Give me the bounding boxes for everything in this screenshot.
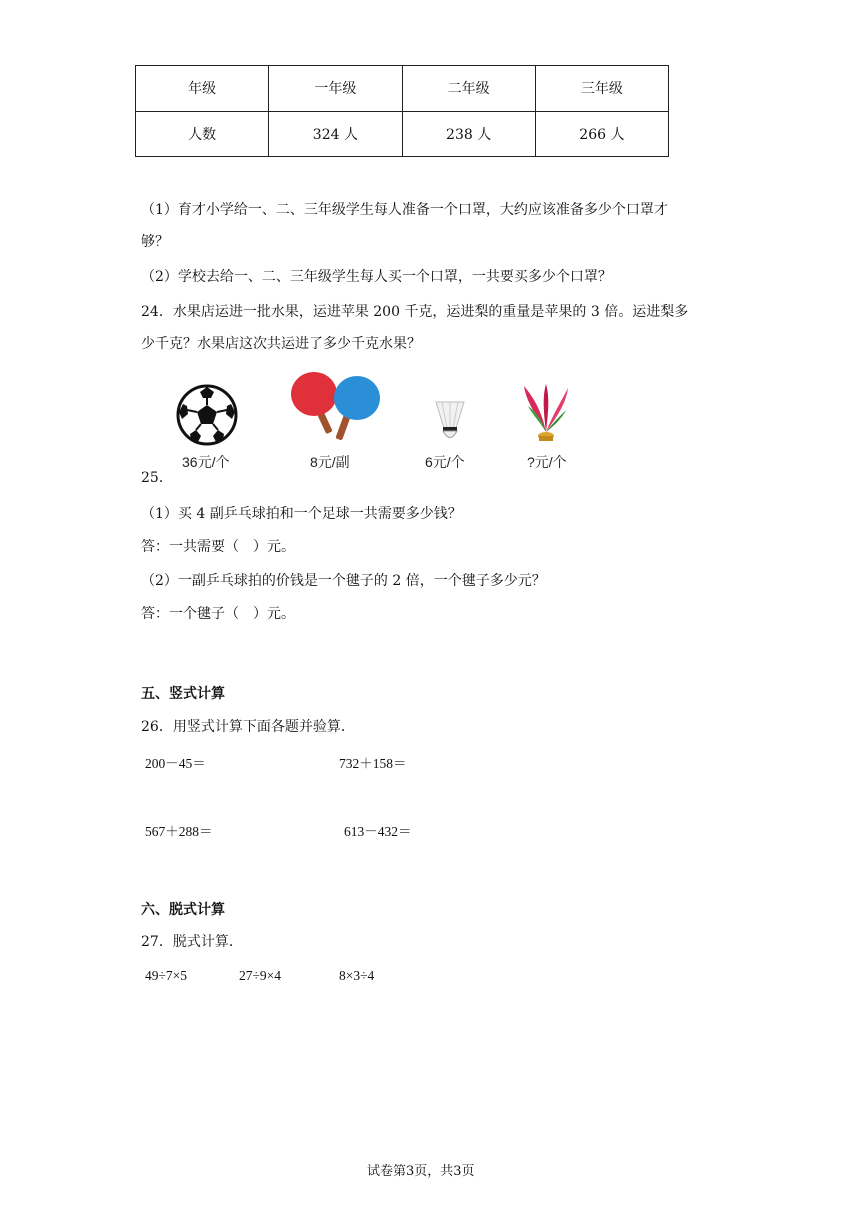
- table-cell: 三年级: [535, 66, 668, 112]
- q27-prompt: 27．脱式计算．: [141, 934, 243, 950]
- q25-answer1: 答：一共需要（ ）元。: [141, 539, 295, 555]
- q26-expr-2: 732＋158＝: [339, 756, 407, 771]
- q27-expr-1: 49÷7×5: [145, 968, 188, 983]
- q26-prompt: 26．用竖式计算下面各题并验算．: [141, 719, 355, 735]
- q25-part2: （2）一副乒乓球拍的价钱是一个毽子的 2 倍，一个毽子多少元？: [141, 573, 546, 589]
- q23-part1-line2: 够？: [141, 234, 169, 250]
- q24-line1: 24．水果店运进一批水果，运进苹果 200 千克，运进梨的重量是苹果的 3 倍。运进梨多: [141, 304, 689, 320]
- ping-pong-paddles-icon: [290, 370, 382, 446]
- section-6-title: 六、脱式计算: [141, 902, 225, 918]
- table-cell: 324 人: [269, 111, 402, 157]
- table-cell: 二年级: [402, 66, 535, 112]
- jianzi-price: ?元/个: [527, 454, 567, 470]
- grade-table: [135, 65, 669, 157]
- ping-pong-price: 8元/副: [310, 454, 350, 470]
- table-header-row: [136, 66, 669, 112]
- page-footer: 试卷第3页，共3页: [367, 1164, 475, 1179]
- table-cell: 一年级: [269, 66, 402, 112]
- q25-number: 25．: [141, 470, 173, 486]
- q26-expr-1: 200－45＝: [145, 756, 206, 771]
- q25-answer2: 答：一个毽子（ ）元。: [141, 606, 295, 622]
- shuttlecock-icon: [430, 398, 470, 446]
- table-cell: 266 人: [535, 111, 668, 157]
- table-cell: 年级: [136, 66, 269, 112]
- q27-expr-2: 27÷9×4: [239, 968, 282, 983]
- q26-expr-4: 613－432＝: [344, 824, 412, 839]
- q26-expr-3: 567＋288＝: [145, 824, 213, 839]
- table-cell: 238 人: [402, 111, 535, 157]
- q27-expr-3: 8×3÷4: [339, 968, 375, 983]
- soccer-ball-price: 36元/个: [182, 454, 230, 470]
- section-5-title: 五、竖式计算: [141, 686, 225, 702]
- q23-part1-line1: （1）育才小学给一、二、三年级学生每人准备一个口罩，大约应该准备多少个口罩才: [141, 202, 668, 218]
- q23-part2: （2）学校去给一、二、三年级学生每人买一个口罩，一共要买多少个口罩？: [141, 269, 612, 285]
- table-row: [136, 111, 669, 157]
- table-cell: 人数: [136, 111, 269, 157]
- q25-part1: （1）买 4 副乒乓球拍和一个足球一共需要多少钱？: [141, 506, 462, 522]
- soccer-ball-icon: [172, 384, 242, 448]
- shuttlecock-price: 6元/个: [425, 454, 465, 470]
- q24-line2: 少千克？水果店这次共运进了多少千克水果？: [141, 336, 421, 352]
- jianzi-icon: [520, 382, 572, 446]
